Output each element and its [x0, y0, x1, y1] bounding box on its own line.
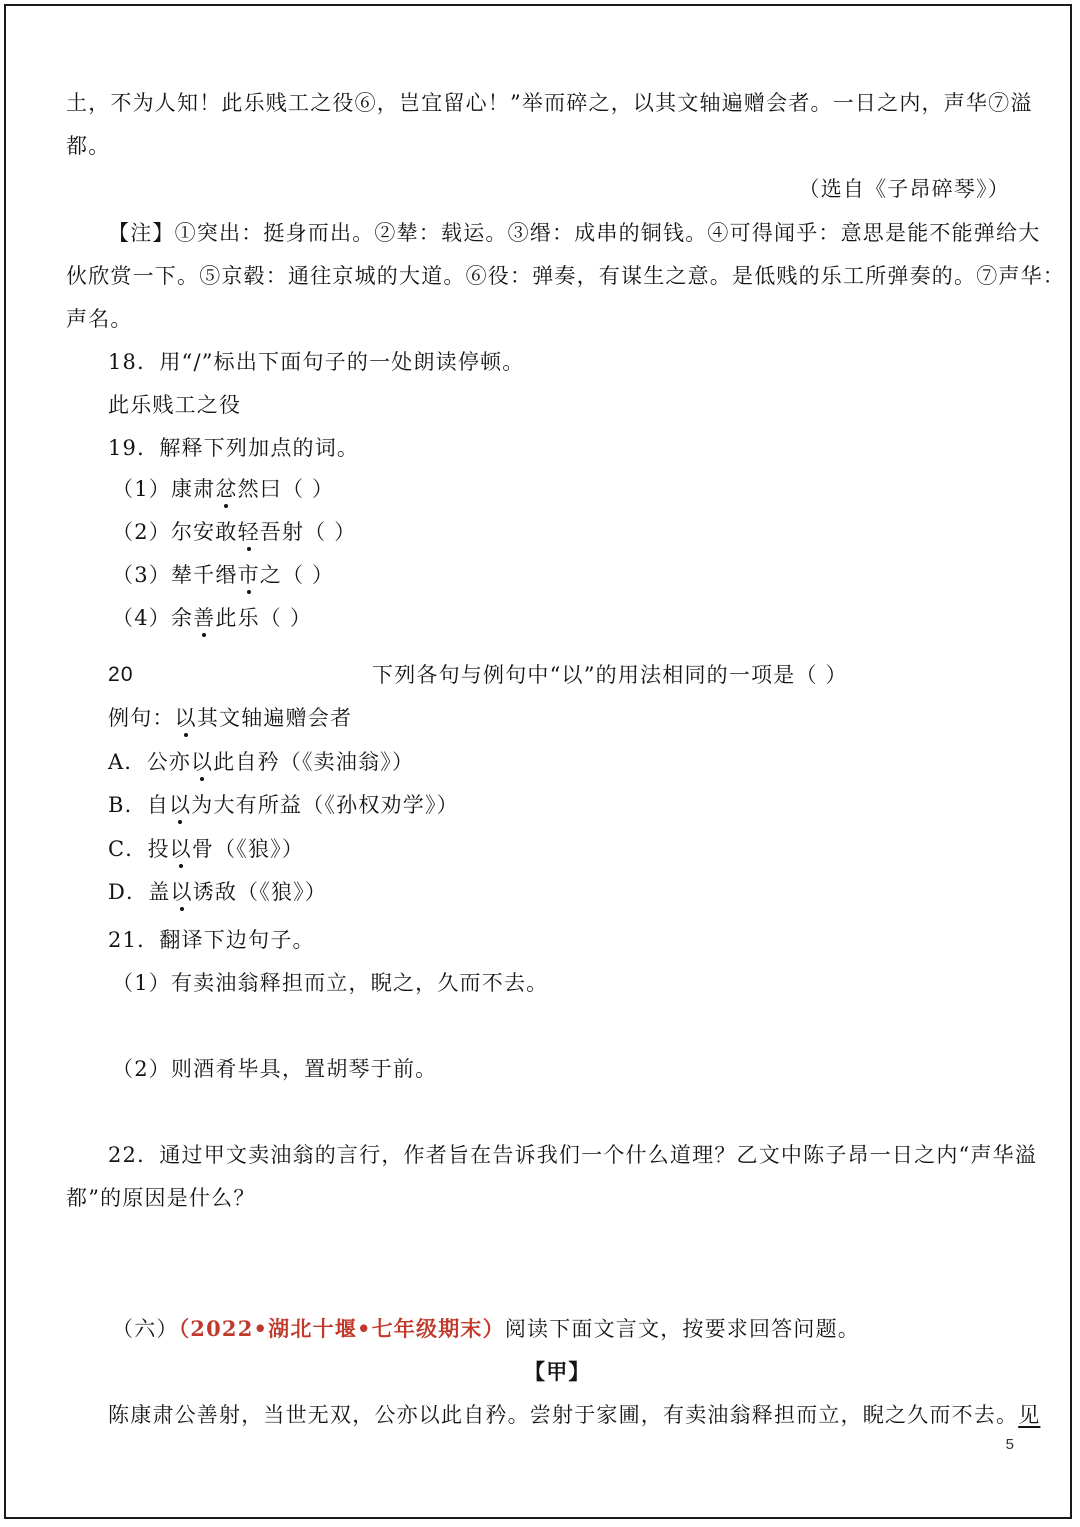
section-6-heading [112, 1314, 860, 1344]
q20-option-a-pre: A．公亦 [108, 750, 191, 774]
passage-line-2: 都。 [66, 134, 111, 158]
q19-item-1-pre: （1）康肃 [112, 477, 216, 501]
q19-item-2-post: 吾射 [259, 520, 305, 544]
q19-item-1-post: 然曰 [237, 477, 282, 501]
q20-option-d-pre: D．盖 [108, 880, 171, 904]
q20-option-b-pre: B．自 [108, 793, 170, 817]
emphasis-dot-word: 市 [238, 560, 260, 590]
emphasis-dot-word: 以 [170, 877, 192, 907]
q19-item-1 [112, 474, 334, 504]
q20-option-c-pre: C．投 [108, 837, 170, 861]
q22-line-1: 22．通过甲文卖油翁的言行，作者旨在告诉我们一个什么道理？乙文中陈子昂一日之内“声华溢 [108, 1143, 1038, 1167]
emphasis-dot-word: 以 [170, 834, 192, 864]
q19-item-4-post: 此乐 [215, 606, 260, 630]
q20-option-b-post: 为大有所益（《孙权劝学》） [191, 793, 459, 817]
passage-line-1: 土，不为人知！此乐贱工之役⑥，岂宜留心！”举而碎之，以其文轴遍赠会者。一日之内，声华⑦溢 [66, 91, 1033, 115]
answer-blank: （ ） [259, 606, 313, 630]
q20-number: 20 [108, 663, 134, 686]
q18-stem: 18．用“/”标出下面句子的一处朗读停顿。 [108, 350, 525, 374]
q20-option-a-post: 此自矜（《卖油翁》） [213, 750, 415, 774]
q20-option-d [108, 877, 327, 907]
answer-blank: （ ） [304, 520, 357, 544]
q19-item-4-pre: （4）余 [112, 606, 194, 630]
emphasis-dot-word: 以 [175, 703, 197, 733]
q20-stem: 下列各句与例句中“以”的用法相同的一项是（ ） [372, 663, 848, 687]
q19-item-4 [112, 603, 312, 633]
q20-option-b [108, 790, 459, 820]
q21-item-1: （1）有卖油翁释担而立，睨之，久而不去。 [112, 971, 549, 995]
passage-source: （选自《子昂碎琴》） [798, 177, 1010, 201]
answer-blank: （ ） [281, 563, 335, 587]
answer-blank: （ ） [281, 477, 335, 501]
q19-item-3-pre: （3）辇千缗 [112, 563, 238, 587]
passage-jia-underlined: 见 [1018, 1403, 1041, 1427]
q19-stem: 19．解释下列加点的词。 [108, 436, 360, 460]
emphasis-dot-word: 忿 [215, 474, 237, 504]
section-6-instruction: 阅读下面文言文，按要求回答问题。 [504, 1317, 861, 1341]
q20-example-pre: 例句： [108, 706, 175, 730]
q20-example-post: 其文轴遍赠会者 [196, 706, 353, 730]
section-6-label: （六） [112, 1317, 179, 1341]
q20-option-c-post: 骨（《狼》） [191, 837, 305, 861]
q20-option-c [108, 834, 304, 864]
notes-line-1: 【注】①突出：挺身而出。②辇：载运。③缗：成串的铜钱。④可得闻乎：意思是能不能弹给大 [108, 221, 1041, 245]
q20-example [108, 703, 352, 733]
passage-jia-line-1 [108, 1400, 1040, 1430]
q19-item-2-pre: （2）尔安敢 [112, 520, 238, 544]
q18-sentence: 此乐贱工之役 [108, 393, 242, 417]
emphasis-dot-word: 善 [193, 603, 215, 633]
notes-line-2: 伙欣赏一下。⑤京毂：通往京城的大道。⑥役：弹奏，有谋生之意。是低贱的乐工所弹奏的。⑦声华： [66, 264, 1065, 288]
q19-item-3-post: 之 [259, 563, 282, 587]
q22-line-2: 都”的原因是什么？ [66, 1186, 256, 1210]
q20-option-a [108, 747, 414, 777]
passage-jia-label: 【甲】 [524, 1359, 591, 1384]
q19-item-2 [112, 517, 356, 547]
q20-option-d-post: 诱敌（《狼》） [192, 880, 328, 904]
emphasis-dot-word: 以 [191, 747, 213, 777]
q21-item-2: （2）则酒肴毕具，置胡琴于前。 [112, 1057, 438, 1081]
q19-item-3 [112, 560, 334, 590]
page-number: 5 [1005, 1436, 1014, 1453]
emphasis-dot-word: 轻 [238, 517, 260, 547]
passage-jia-text: 陈康肃公善射，当世无双，公亦以此自矜。尝射于家圃，有卖油翁释担而立，睨之久而不去。 [108, 1403, 1019, 1427]
q21-stem: 21．翻译下边句子。 [108, 928, 315, 952]
emphasis-dot-word: 以 [169, 790, 191, 820]
notes-line-3: 声名。 [66, 307, 133, 331]
section-6-source: （2022•湖北十堰•七年级期末） [178, 1316, 505, 1341]
